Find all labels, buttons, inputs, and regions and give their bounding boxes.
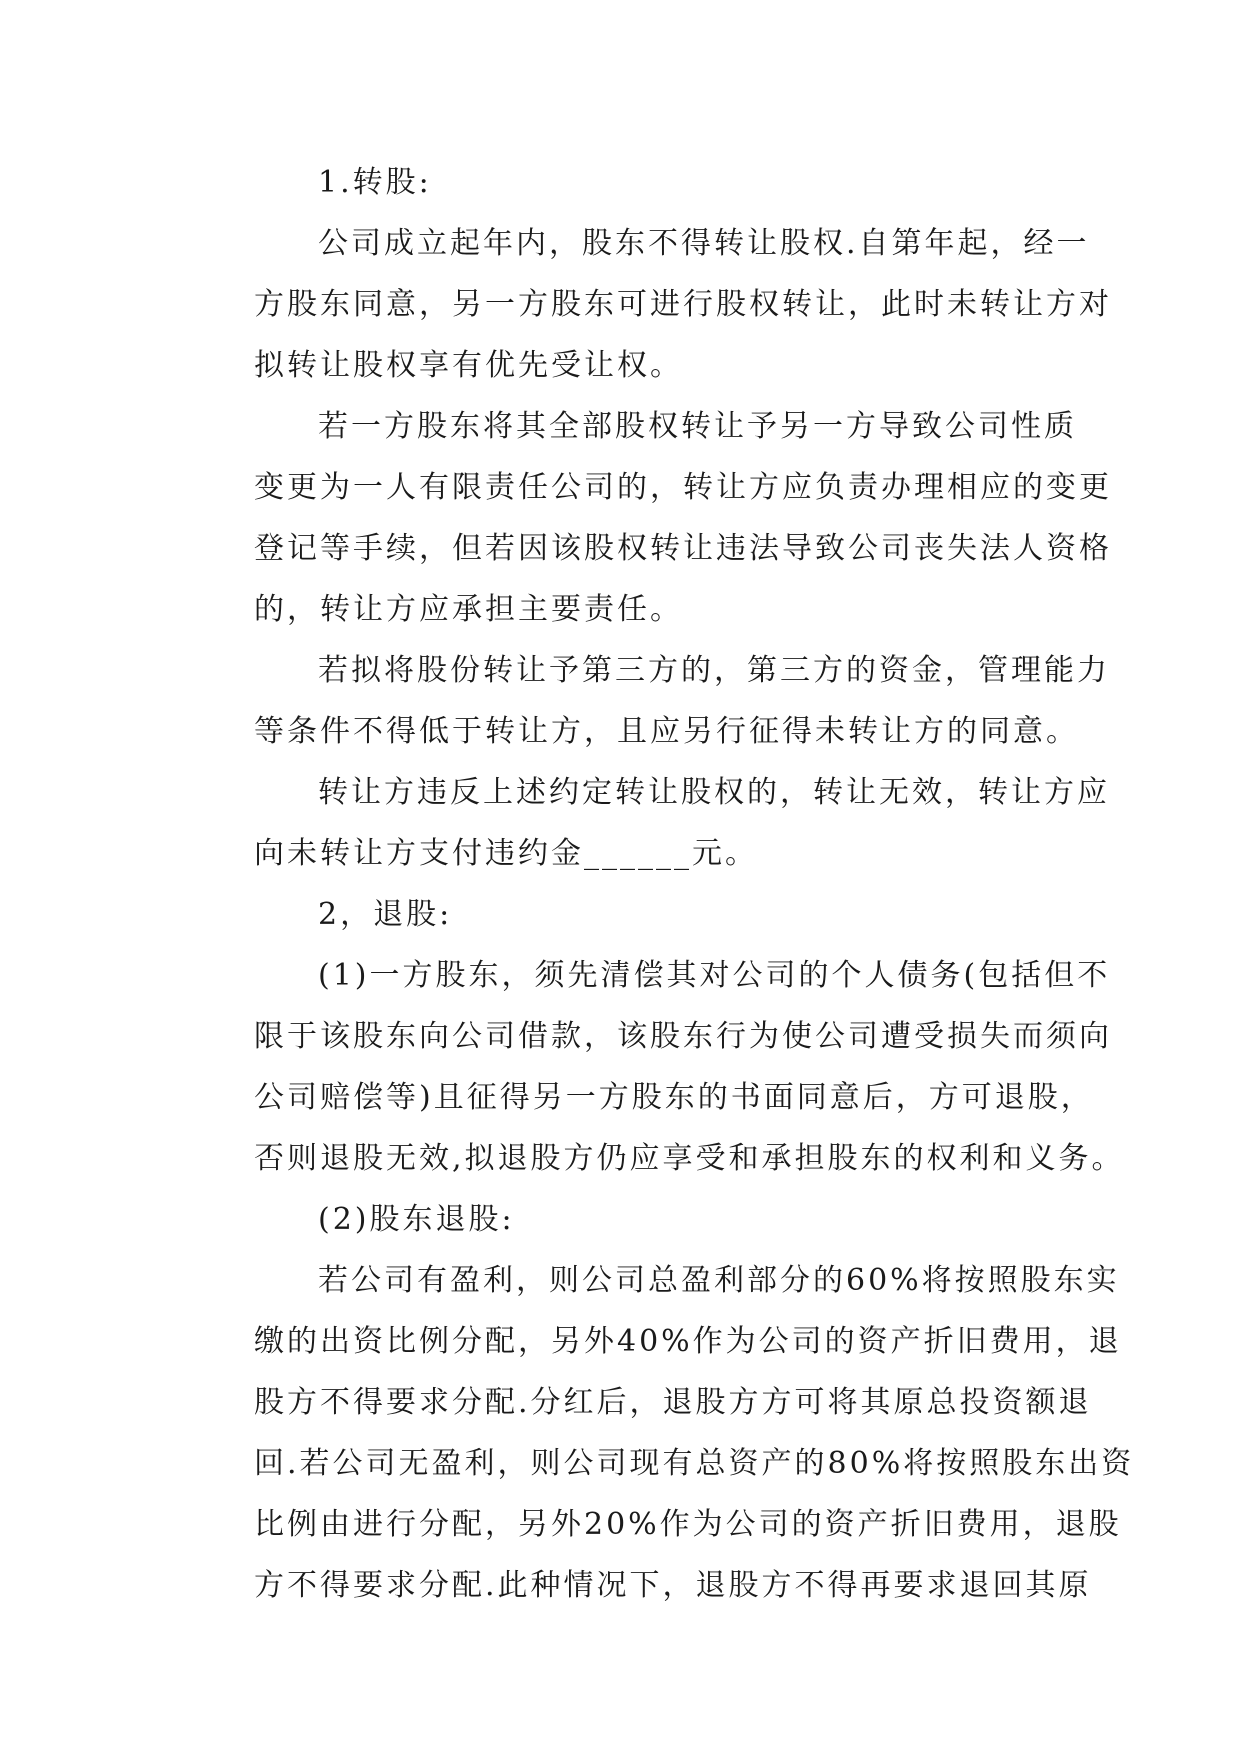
- text-line: 公司成立起年内，股东不得转让股权.自第年起，经一: [318, 226, 1090, 261]
- text-line: (2)股东退股:: [318, 1202, 515, 1237]
- text-line: 比例由进行分配，另外20%作为公司的资产折旧费用，退股: [254, 1507, 1122, 1542]
- text-line: 方股东同意，另一方股东可进行股权转让，此时未转让方对: [254, 287, 1112, 322]
- text-line: 等条件不得低于转让方，且应另行征得未转让方的同意。: [254, 714, 1079, 749]
- text-line: 拟转让股权享有优先受让权。: [254, 348, 683, 383]
- text-line: 变更为一人有限责任公司的，转让方应负责办理相应的变更: [254, 470, 1112, 505]
- text-line: 缴的出资比例分配，另外40%作为公司的资产折旧费用，退: [254, 1324, 1122, 1359]
- text-line: 股方不得要求分配.分红后，退股方方可将其原总投资额退: [254, 1385, 1092, 1420]
- paragraph-transfer-heading: [190, 152, 1050, 213]
- text-line: (1)一方股东，须先清偿其对公司的个人债务(包括但不: [318, 958, 1111, 993]
- document-body: [190, 152, 1135, 1616]
- text-line: 登记等手续，但若因该股权转让违法导致公司丧失法人资格: [254, 531, 1112, 566]
- paragraph-third-party-transfer: [190, 640, 1110, 762]
- paragraph-withdrawal-heading: [190, 884, 1050, 945]
- text-line: 否则退股无效,拟退股方仍应享受和承担股东的权利和义务。: [254, 1141, 1125, 1176]
- paragraph-withdrawal-clause-2-heading: [190, 1189, 1050, 1250]
- text-line: 公司赔偿等)且征得另一方股东的书面同意后，方可退股，: [254, 1080, 1094, 1115]
- text-line: 方不得要求分配.此种情况下，退股方不得再要求退回其原: [254, 1568, 1092, 1603]
- text-line: 若公司有盈利，则公司总盈利部分的60%将按照股东实: [318, 1263, 1120, 1298]
- paragraph-withdrawal-clause-1: [190, 945, 1125, 1189]
- text-line: 若一方股东将其全部股权转让予另一方导致公司性质: [318, 409, 1077, 444]
- text-line: 转让方违反上述约定转让股权的，转让无效，转让方应: [318, 775, 1110, 810]
- text-line: 限于该股东向公司借款，该股东行为使公司遭受损失而须向: [254, 1019, 1112, 1054]
- paragraph-breach-penalty: [190, 762, 1110, 884]
- text-line: 回.若公司无盈利，则公司现有总资产的80%将按照股东出资: [254, 1446, 1135, 1481]
- text-line: 1.转股:: [318, 165, 432, 200]
- paragraph-profit-distribution: [190, 1250, 1135, 1616]
- paragraph-transfer-restriction: [190, 213, 1112, 396]
- text-line: 2，退股:: [318, 897, 453, 932]
- text-line: 向未转让方支付违约金______元。: [254, 836, 758, 871]
- text-line: 若拟将股份转让予第三方的，第三方的资金，管理能力: [318, 653, 1110, 688]
- text-line: 的，转让方应承担主要责任。: [254, 592, 683, 627]
- paragraph-full-transfer: [190, 396, 1112, 640]
